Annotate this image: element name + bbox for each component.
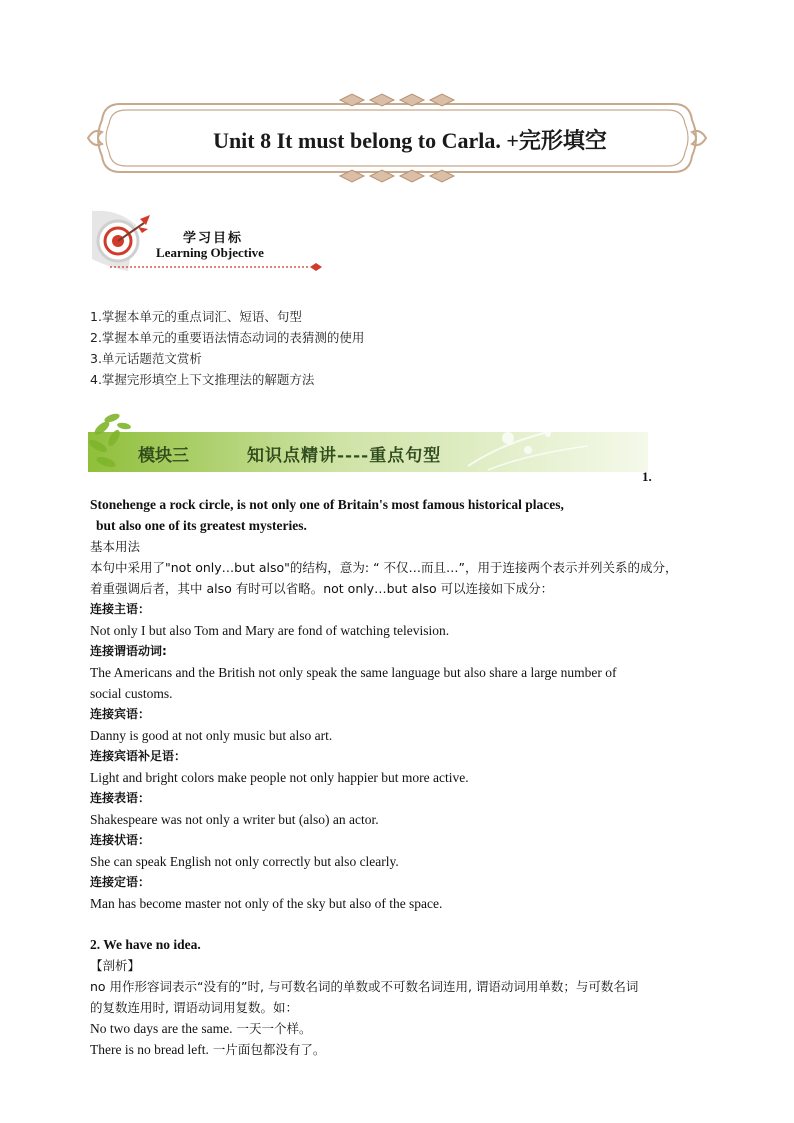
example-cn: 一片面包都没有了。: [212, 1042, 326, 1057]
section-label: 连接谓语动词:: [90, 644, 167, 658]
objective-heading-en: Learning Objective: [156, 245, 264, 260]
example-en: There is no bread left.: [90, 1042, 209, 1057]
content-body: [90, 494, 710, 1060]
item2-heading: 2. We have no idea.: [90, 937, 201, 952]
section-label: 连接定语：: [90, 875, 151, 889]
analysis-line: no 用作形容词表示“没有的”时, 与可数名词的单数或不可数名词连用, 谓语动词用单数；与可数名词: [90, 979, 639, 994]
example-sentence: Shakespeare was not only a writer but (also) an actor.: [90, 812, 379, 827]
analysis-label: 【剖析】: [90, 958, 141, 973]
objective-heading-cn: 学习目标: [183, 231, 244, 246]
key-sentence-line1: Stonehenge a rock circle, is not only one of Britain's most famous historical places,: [90, 497, 564, 512]
objective-item: 2.掌握本单元的重要语法情态动词的表猜测的使用: [90, 330, 365, 345]
example-sentence: Not only I but also Tom and Mary are fond of watching television.: [90, 623, 450, 638]
example-row: [90, 1018, 710, 1039]
usage-heading: 基本用法: [90, 539, 141, 554]
example-sentence: social customs.: [90, 686, 173, 701]
example-en: No two days are the same.: [90, 1021, 233, 1036]
analysis-line: 的复数连用时, 谓语动词用复数。如：: [90, 1000, 298, 1015]
module-title: 知识点精讲----重点句型: [247, 446, 442, 466]
key-sentence-line2: but also one of its greatest mysteries.: [96, 518, 307, 533]
objective-item: 3.单元话题范文赏析: [90, 351, 202, 366]
section-label: 连接宾语：: [90, 707, 151, 721]
section-label: 连接状语：: [90, 833, 151, 847]
objective-item: 1.掌握本单元的重点词汇、短语、句型: [90, 309, 302, 324]
example-sentence: Danny is good at not only music but also art.: [90, 728, 333, 743]
section-label: 连接主语：: [90, 602, 151, 616]
usage-line: 着重强调后者，其中 also 有时可以省略。not only…but also 可以连接如下成分：: [90, 581, 554, 596]
section-label: 连接宾语补足语：: [90, 749, 187, 763]
example-sentence: Light and bright colors make people not only happier but more active.: [90, 770, 469, 785]
page-title: Unit 8 It must belong to Carla. +完形填空: [213, 128, 607, 153]
section-label: 连接表语：: [90, 791, 151, 805]
example-sentence: The Americans and the British not only speak the same language but also share a large number of: [90, 665, 617, 680]
objective-underline: [110, 262, 324, 272]
module-label: 模块三: [138, 446, 189, 466]
item-number: 1.: [642, 469, 652, 484]
usage-line: 本句中采用了"not only…but also"的结构，意为: “ 不仅…而且…”，用于连接两个表示并列关系的成分，: [90, 560, 678, 575]
objectives-list: [90, 306, 364, 390]
objective-item: 4.掌握完形填空上下文推理法的解题方法: [90, 372, 315, 387]
example-row: [90, 1039, 710, 1060]
example-sentence: She can speak English not only correctly but also clearly.: [90, 854, 399, 869]
example-sentence: Man has become master not only of the sky but also of the space.: [90, 896, 443, 911]
example-cn: 一天一个样。: [236, 1021, 312, 1036]
